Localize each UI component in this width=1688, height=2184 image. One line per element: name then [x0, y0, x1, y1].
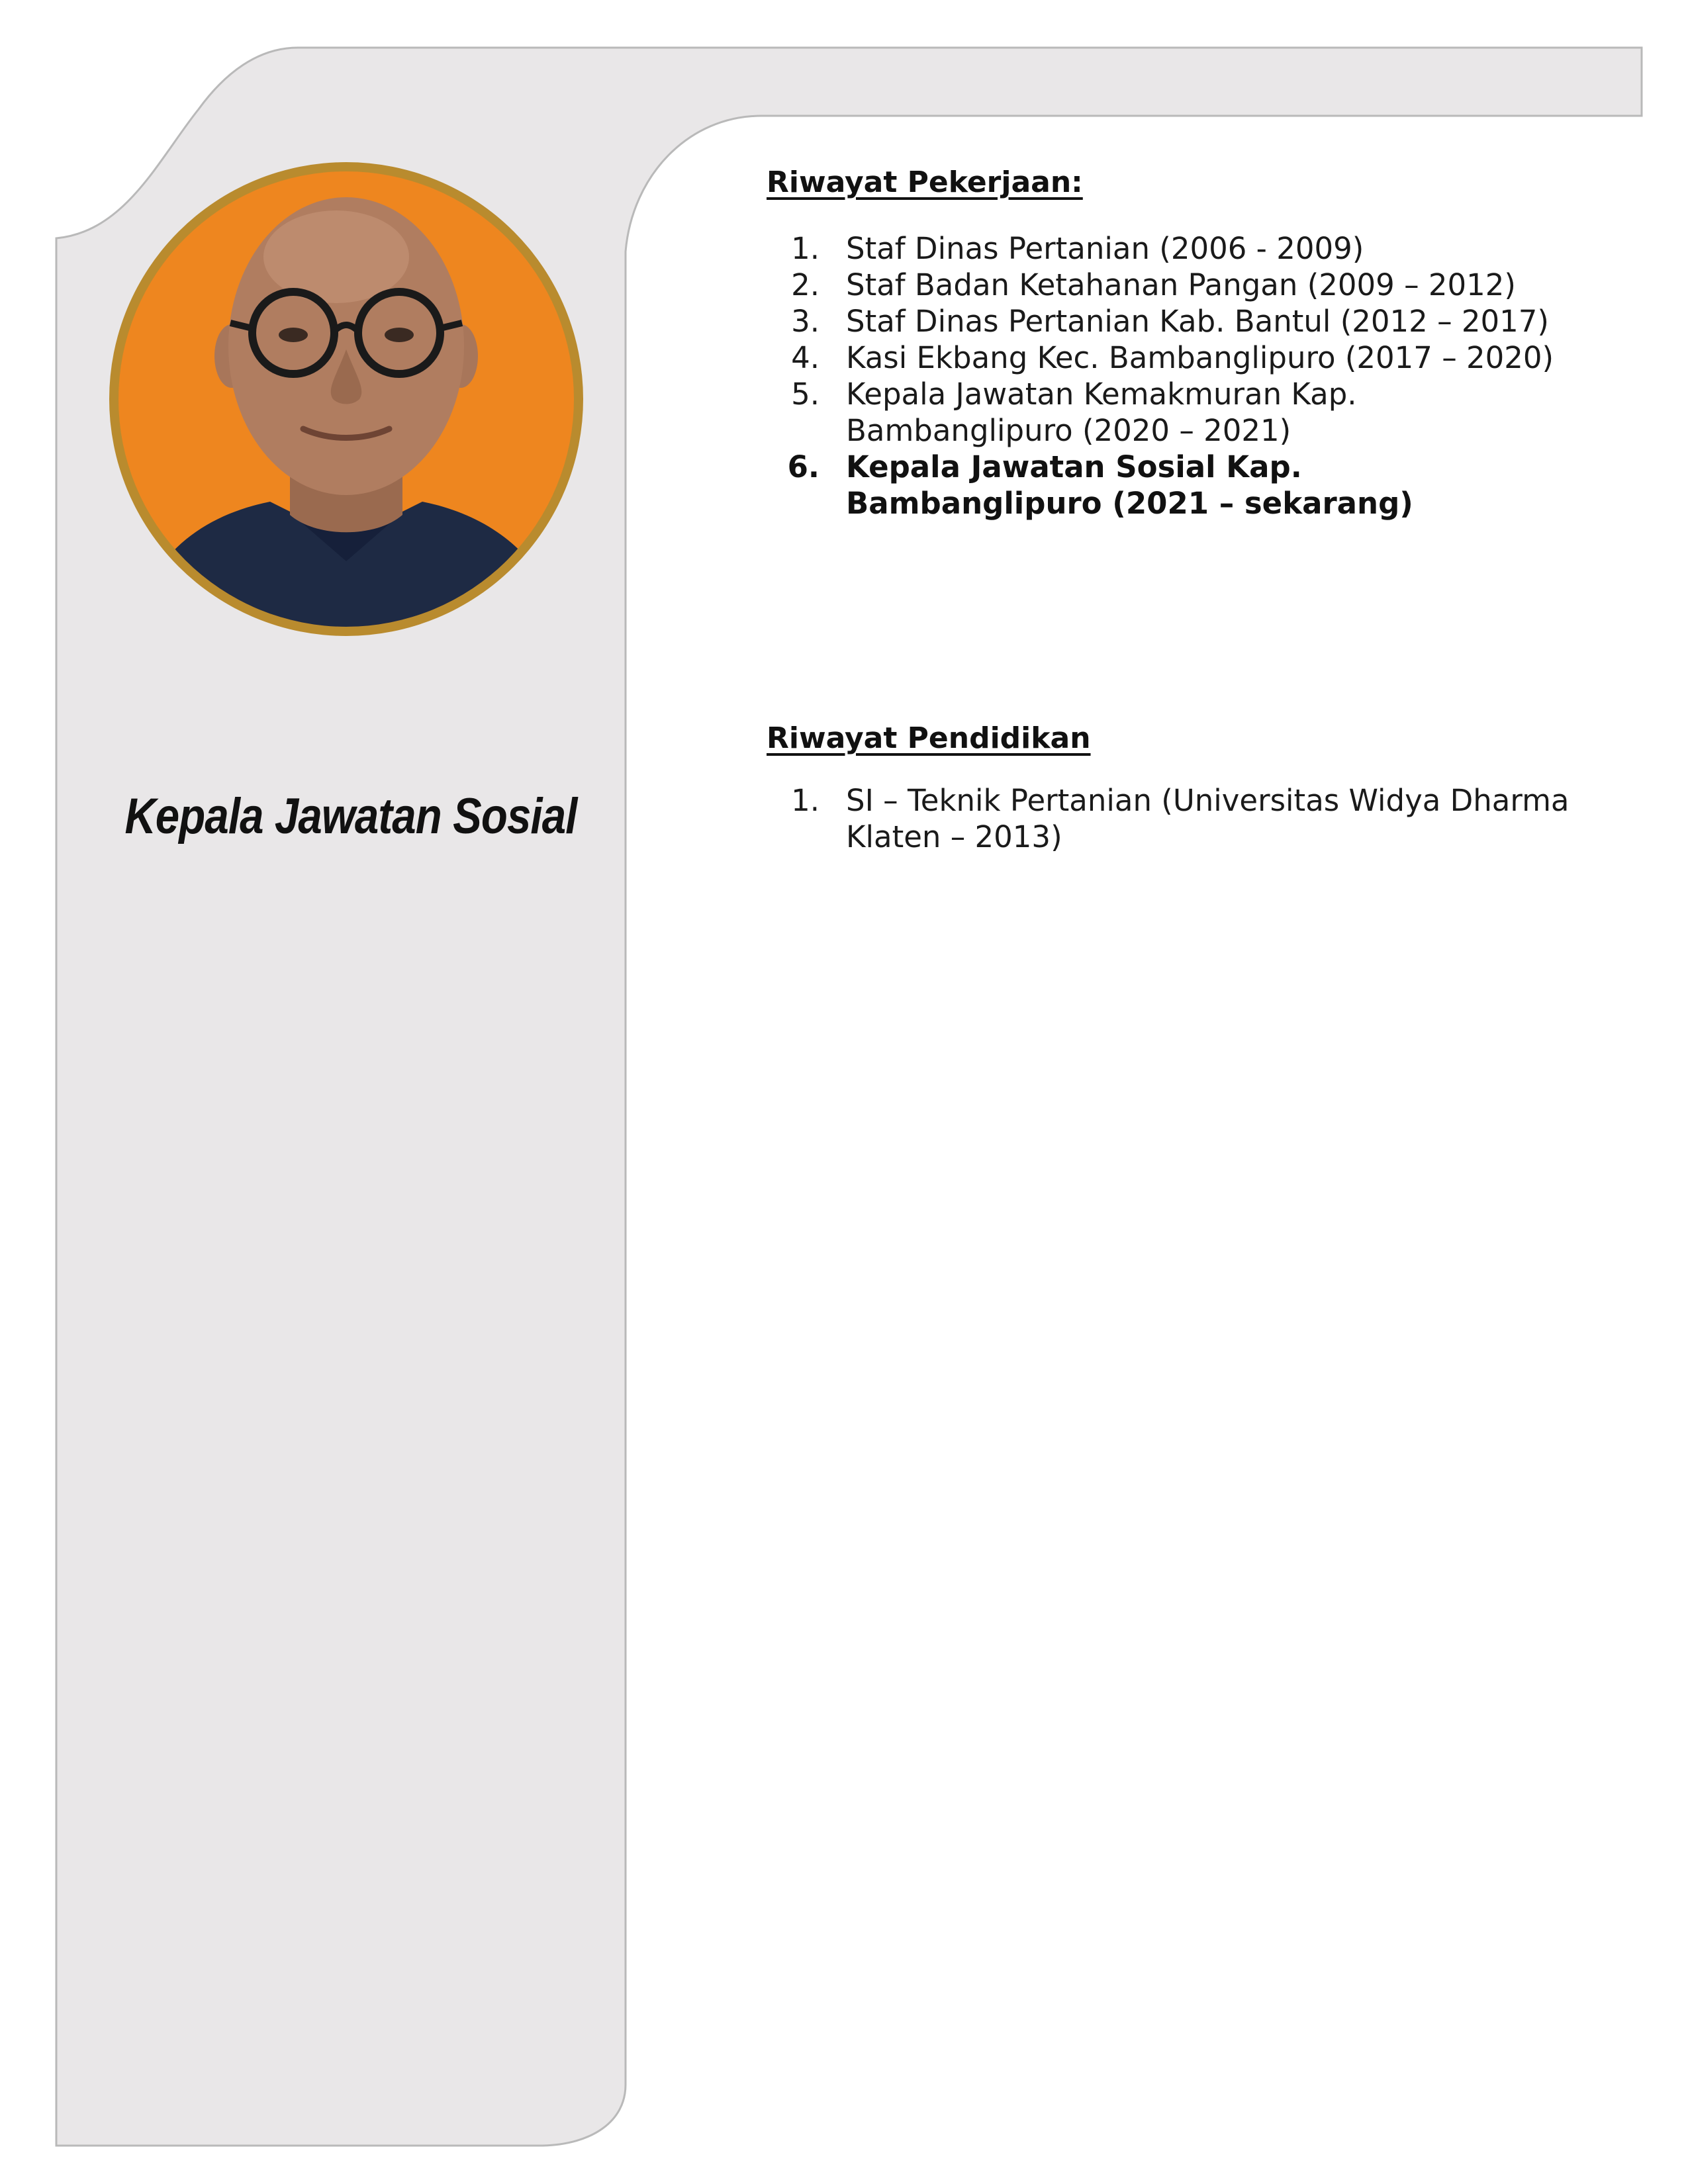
work-history-heading: Riwayat Pekerjaan:	[767, 165, 1083, 199]
list-item-text: Kasi Ekbang Kec. Bambanglipuro (2017 – 2020)	[846, 340, 1554, 375]
education-heading: Riwayat Pendidikan	[767, 721, 1091, 755]
list-item	[767, 267, 1601, 303]
list-item-number: 6.	[787, 449, 820, 484]
list-item-number: 2.	[791, 267, 820, 302]
profile-photo	[105, 158, 588, 641]
list-item-text: Staf Badan Ketahanan Pangan (2009 – 2012)	[846, 267, 1516, 302]
list-item-number: 1.	[791, 783, 820, 818]
list-item-text: Kepala Jawatan Kemakmuran Kap. Bambanglipuro (2020 – 2021)	[846, 377, 1357, 448]
list-item	[767, 782, 1601, 855]
list-item	[767, 230, 1601, 267]
list-item-text: Staf Dinas Pertanian (2006 - 2009)	[846, 231, 1364, 266]
list-item-current	[767, 449, 1601, 522]
list-item	[767, 376, 1601, 449]
work-history-list	[767, 230, 1601, 522]
list-item-number: 1.	[791, 231, 820, 266]
role-title: Kepala Jawatan Sosial	[124, 788, 577, 844]
list-item-number: 5.	[791, 377, 820, 412]
list-item-text: Staf Dinas Pertanian Kab. Bantul (2012 – 2017)	[846, 304, 1549, 339]
list-item-number: 3.	[791, 304, 820, 339]
list-item-number: 4.	[791, 340, 820, 375]
person-portrait-icon	[105, 158, 588, 641]
list-item-text: Kepala Jawatan Sosial Kap. Bambanglipuro (2021 – sekarang)	[846, 449, 1413, 521]
list-item	[767, 303, 1601, 340]
education-list	[767, 782, 1601, 855]
list-item	[767, 340, 1601, 376]
list-item-text: SI – Teknik Pertanian (Universitas Widya Dharma Klaten – 2013)	[846, 783, 1570, 854]
